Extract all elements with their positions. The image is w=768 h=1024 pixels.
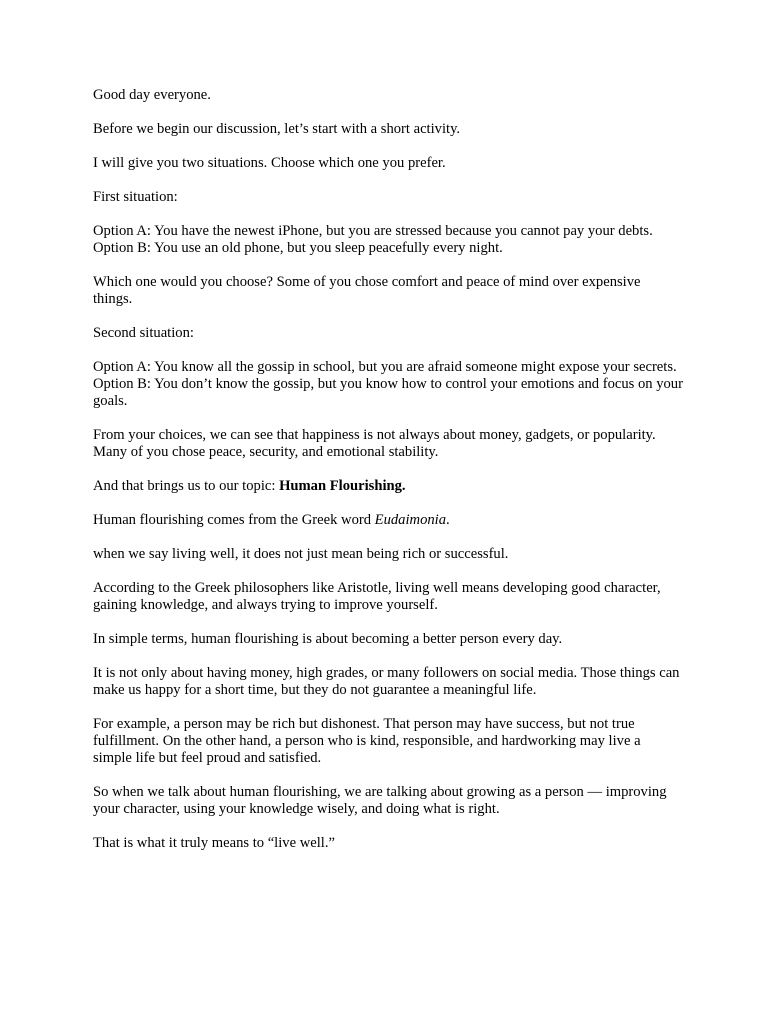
second-option-a: Option A: You know all the gossip in school, but you are afraid someone might expose your secrets. [93, 359, 677, 375]
first-situation-label: First situation: [93, 189, 178, 205]
greek-suffix: . [446, 512, 450, 528]
growing-paragraph: So when we talk about human flourishing, we are talking about growing as a person — improving your character, using your knowledge wisely, and doing what is right. [93, 784, 667, 817]
example-paragraph: For example, a person may be rich but dishonest. That person may have success, but not true fulfillment. On the other hand, a person who is kind, responsible, and hardworking may live a simple life but feel proud and satisfied. [93, 716, 641, 766]
not-only-money-paragraph: It is not only about having money, high grades, or many followers on social media. Those things can make us happy for a short time, but they do not guarantee a meaningful life. [93, 665, 680, 698]
topic-title: Human Flourishing. [279, 478, 406, 494]
instruction-paragraph: I will give you two situations. Choose which one you prefer. [93, 155, 446, 171]
first-option-b: Option B: You use an old phone, but you sleep peacefully every night. [93, 240, 503, 256]
intro-paragraph: Before we begin our discussion, let’s start with a short activity. [93, 121, 461, 137]
document-page [93, 87, 683, 869]
first-option-a: Option A: You have the newest iPhone, but you are stressed because you cannot pay your debts. [93, 223, 653, 239]
greek-prefix: Human flourishing comes from the Greek word [93, 512, 375, 528]
greeting-paragraph: Good day everyone. [93, 87, 211, 103]
aristotle-paragraph: According to the Greek philosophers like Aristotle, living well means developing good character, gaining knowledge, and always trying to improve yourself. [93, 580, 661, 613]
greek-word: Eudaimonia [374, 512, 447, 528]
living-well-paragraph: when we say living well, it does not just mean being rich or successful. [93, 546, 509, 562]
topic-paragraph [93, 478, 683, 495]
topic-prefix: And that brings us to our topic: [93, 478, 280, 494]
closing-paragraph: That is what it truly means to “live well.” [93, 835, 335, 851]
greek-word-paragraph [93, 512, 683, 529]
choices-summary-paragraph: From your choices, we can see that happiness is not always about money, gadgets, or popularity. Many of you chose peace, security, and emotional stability. [93, 427, 656, 460]
simple-terms-paragraph: In simple terms, human flourishing is about becoming a better person every day. [93, 631, 563, 647]
second-situation-label: Second situation: [93, 325, 194, 341]
first-reflection-paragraph: Which one would you choose? Some of you chose comfort and peace of mind over expensive things. [93, 274, 641, 307]
second-option-b: Option B: You don’t know the gossip, but you know how to control your emotions and focus on your goals. [93, 376, 683, 409]
